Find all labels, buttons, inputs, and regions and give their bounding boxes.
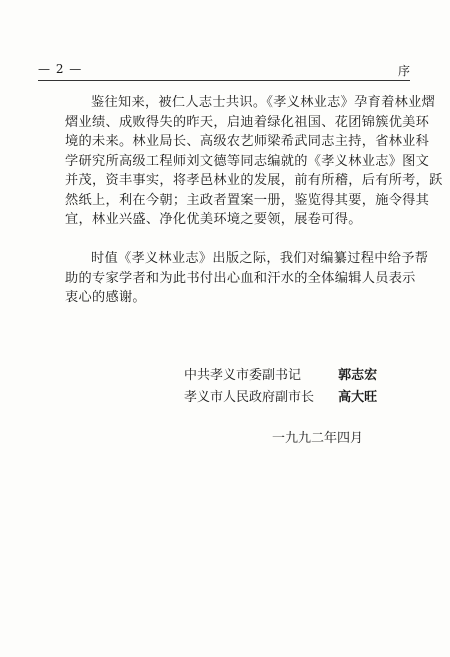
signature-name: 高大旺 <box>338 390 378 405</box>
paragraph-line: 鉴往知来，被仁人志士共识。《孝义林业志》孕育着林业熠 <box>91 95 436 110</box>
date-line: 一九九二年四月 <box>272 431 364 446</box>
signature-title: 孝义市人民政府副市长 <box>184 390 315 405</box>
page-number: — 2 — <box>38 62 83 76</box>
paragraph-line: 宜，林业兴盛、净化优美环境之要领，展卷可得。 <box>65 212 362 227</box>
paragraph-line: 衷心的感谢。 <box>65 290 146 305</box>
signature-name: 郭志宏 <box>338 368 378 383</box>
paragraph-line: 熠业绩、成败得失的昨天，启迪着绿化祖国、花团锦簇优美环 <box>65 114 430 130</box>
paragraph-2 <box>65 249 429 308</box>
paragraph-line: 然纸上，利在今朝；主政者置案一册，鉴览得其要，施令得其 <box>65 192 430 208</box>
paragraph-line: 并茂，资丰事实，将孝邑林业的发展，前有所稽，后有所考，跃 <box>65 173 443 188</box>
paragraph-line: 时值《孝义林业志》出版之际，我们对编纂过程中给予帮 <box>91 251 429 266</box>
paragraph-line: 境的未来。林业局长、高级农艺师梁希武同志主持，省林业科 <box>65 134 430 149</box>
signature-title: 中共孝义市委副书记 <box>184 368 302 383</box>
paragraph-line: 学研究所高级工程师刘文德等同志编就的《孝义林业志》图文 <box>65 153 430 169</box>
header-rule <box>38 80 410 81</box>
signature-row <box>184 364 377 383</box>
signature-row <box>184 386 377 405</box>
paragraph-line: 助的专家学者和为此书付出心血和汗水的全体编辑人员表示 <box>65 270 416 286</box>
paragraph-1 <box>65 93 443 230</box>
page-header <box>38 62 410 78</box>
section-title: 序 <box>397 64 410 78</box>
